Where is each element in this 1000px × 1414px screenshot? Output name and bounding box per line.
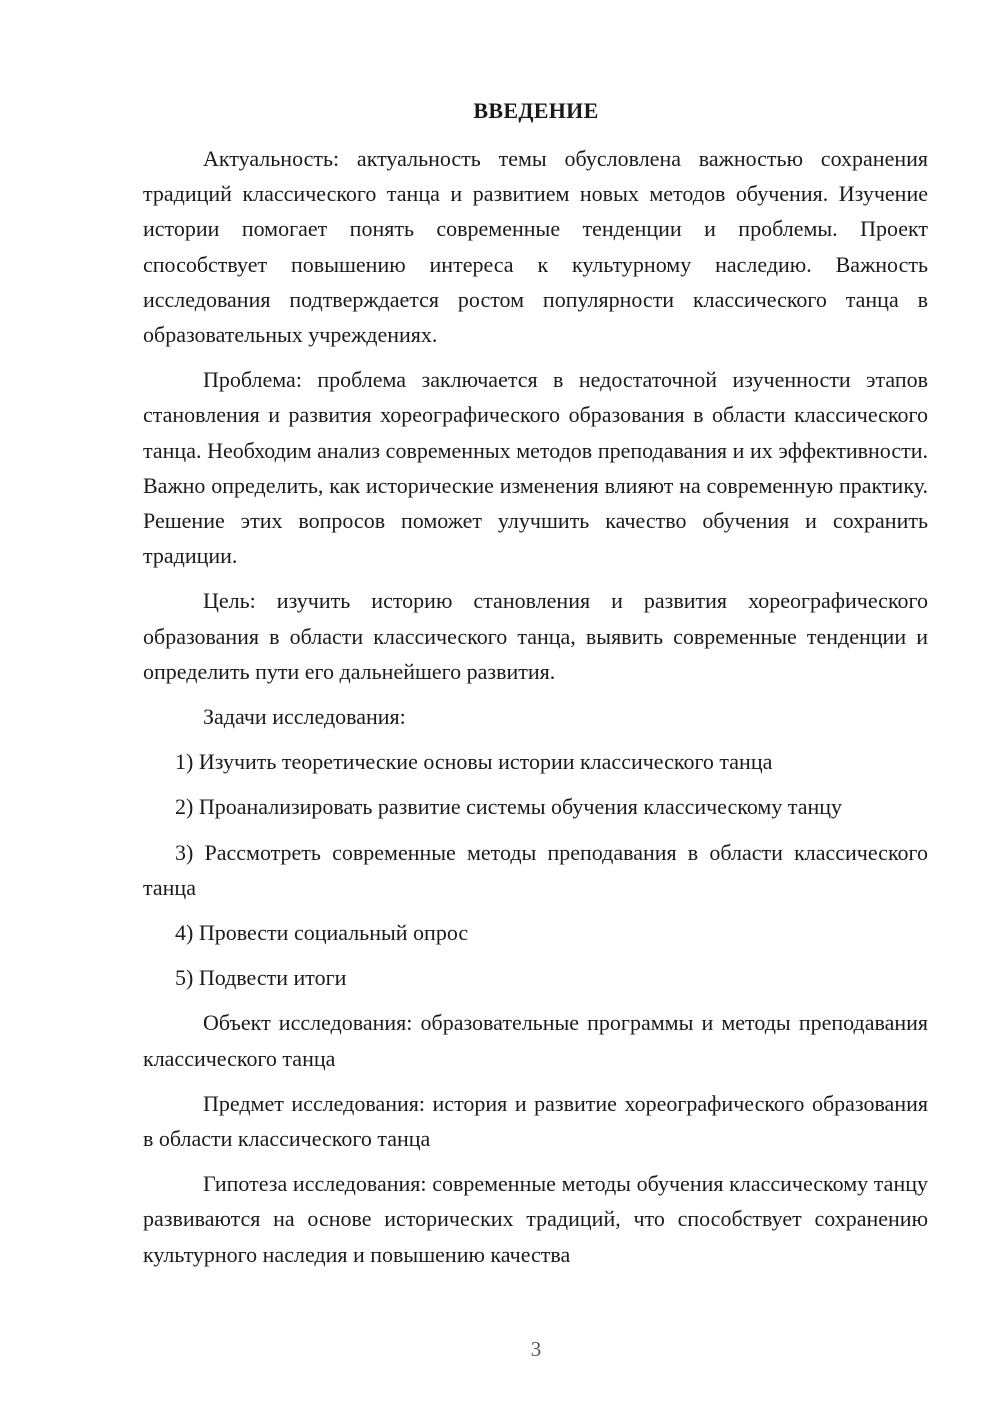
list-item: 4) Провести социальный опрос	[175, 920, 469, 946]
goal-paragraph: Цель: изучить историю становления и развития хореографического образования в области классического танца, выявить современные тенденции и определить пути его дальнейшего развития.	[143, 588, 928, 684]
problem-paragraph: Проблема: проблема заключается в недостаточной изученности этапов становления и развития хореографического образования в области классического танца. Необходим анализ современных методов преподавания и их эффективности. Важно определить, как исторические изменения влияют на современную практику. Решение этих вопросов поможет улучшить качество обучения и сохранить традиции.	[143, 367, 928, 569]
subject-paragraph: Предмет исследования: история и развитие хореографического образования в области классического танца	[143, 1090, 928, 1152]
page-number: 3	[530, 1337, 542, 1361]
page-title: ВВЕДЕНИЕ	[473, 98, 599, 123]
list-item: 3) Рассмотреть современные методы преподавания в области классического танца	[143, 839, 928, 900]
tasks-heading: Задачи исследования:	[203, 704, 406, 730]
document-body	[143, 141, 928, 1282]
relevance-paragraph: Актуальность: актуальность темы обусловлена важностью сохранения традиций классического танца и развитием новых методов обучения. Изучение истории помогает понять современные тенденции и проблемы. Проект способствует повышению интереса к культурному наследию. Важность исследования подтверждается ростом популярности классического танца в образовательных учреждениях.	[143, 146, 928, 348]
hypothesis-paragraph: Гипотеза исследования: современные методы обучения классическому танцу развиваются на основе исторических традиций, что способствует сохранению культурного наследия и повышению качества	[143, 1171, 928, 1267]
tasks-list	[143, 744, 928, 995]
list-item: 2) Проанализировать развитие системы обучения классическому танцу	[175, 794, 843, 820]
list-item: 5) Подвести итоги	[175, 965, 347, 991]
list-item: 1) Изучить теоретические основы истории классического танца	[175, 749, 773, 775]
object-paragraph: Объект исследования: образовательные программы и методы преподавания классического танца	[143, 1010, 928, 1071]
